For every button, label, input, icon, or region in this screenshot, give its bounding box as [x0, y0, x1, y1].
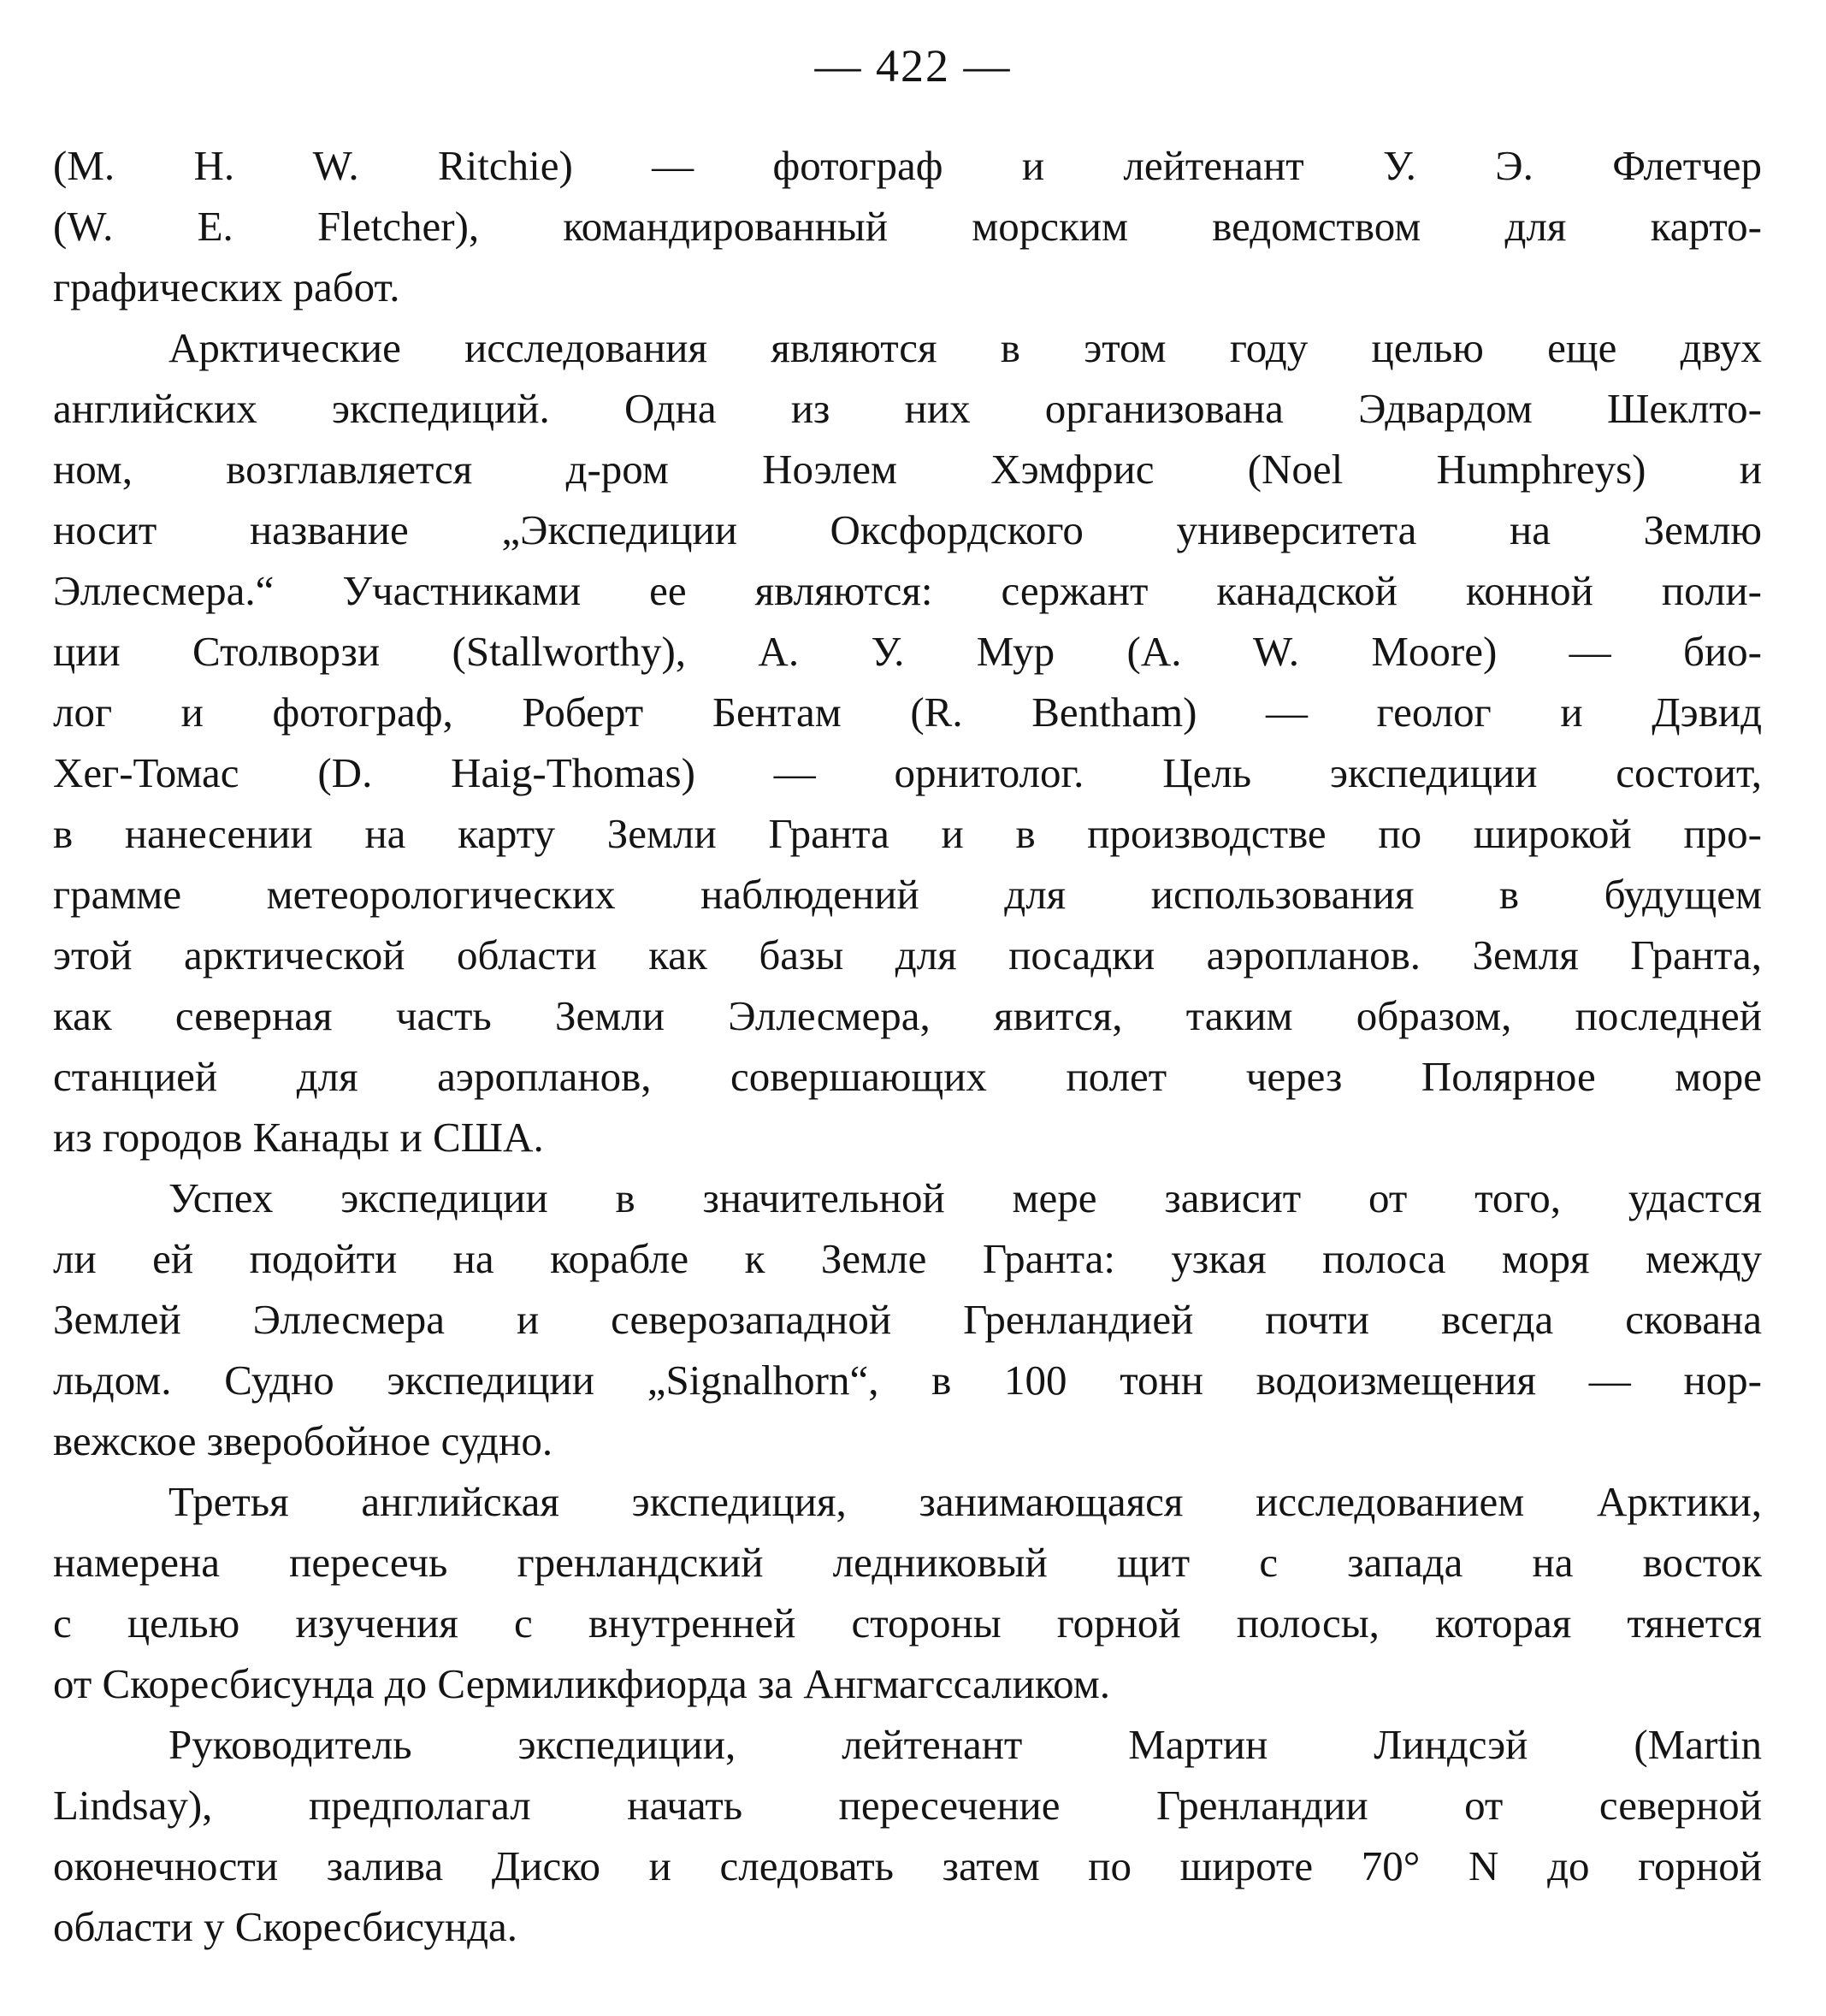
text-line: носит название „Экспедиции Оксфордского университета на Землю — [53, 506, 1762, 553]
text-line: области у Скоресбисунда. — [53, 1903, 518, 1950]
text-line: в нанесении на карту Земли Гранта и в производстве по широкой про- — [53, 810, 1762, 857]
text-line: из городов Канады и США. — [53, 1114, 544, 1161]
text-line: Третья английская экспедиция, занимающаяся исследованием Арктики, — [168, 1478, 1762, 1525]
text-line: Хег-Томас (D. Haig-Thomas) — орнитолог. Цель экспедиции состоит, — [53, 749, 1762, 796]
text-line: как северная часть Земли Эллесмера, явится, таким образом, последней — [53, 992, 1762, 1039]
text-line: намерена пересечь гренландский ледниковый щит с запада на восток — [53, 1539, 1762, 1586]
text-line: лог и фотограф, Роберт Бентам (R. Bentham) — геолог и Дэвид — [53, 689, 1762, 736]
text-line: грамме метеорологических наблюдений для использования в будущем — [53, 871, 1762, 918]
text-line: станцией для аэропланов, совершающих полет через Полярное море — [53, 1053, 1762, 1100]
text-line: ции Столворзи (Stallworthy), А. У. Мур (A. W. Moore) — био- — [53, 628, 1762, 675]
text-line: этой арктической области как базы для посадки аэропланов. Земля Гранта, — [53, 931, 1762, 978]
text-line: ном, возглавляется д-ром Ноэлем Хэмфрис (Noel Humphreys) и — [53, 446, 1762, 493]
text-line: с целью изучения с внутренней стороны горной полосы, которая тянется — [53, 1599, 1762, 1646]
text-line: вежское зверобойное судно. — [53, 1417, 553, 1464]
text-line: Успех экспедиции в значительной мере зависит от того, удастся — [168, 1174, 1762, 1221]
body-text — [53, 135, 1762, 1957]
text-line: Lindsay), предполагал начать пересечение Гренландии от северной — [53, 1782, 1762, 1829]
text-line: от Скоресбисунда до Сермиликфиорда за Ангмагссаликом. — [53, 1660, 1110, 1707]
text-line: оконечности залива Диско и следовать затем по широте 70° N до горной — [53, 1842, 1762, 1889]
text-line: английских экспедиций. Одна из них организована Эдвардом Шеклто- — [53, 385, 1762, 432]
text-line: (W. E. Fletcher), командированный морским ведомством для карто- — [53, 203, 1762, 250]
text-line: (M. H. W. Ritchie) — фотограф и лейтенант У. Э. Флетчер — [53, 142, 1762, 189]
text-line: Землей Эллесмера и северозападной Гренландией почти всегда скована — [53, 1296, 1762, 1343]
text-line: льдом. Судно экспедиции „Signalhorn“, в 100 тонн водоизмещения — нор- — [53, 1357, 1762, 1404]
text-line: Арктические исследования являются в этом году целью еще двух — [168, 324, 1762, 371]
text-line: графических работ. — [53, 263, 400, 310]
page-number: — 422 — — [814, 40, 1012, 92]
text-line: Руководитель экспедиции, лейтенант Мартин Линдсэй (Martin — [168, 1721, 1762, 1768]
text-line: ли ей подойти на корабле к Земле Гранта: узкая полоса моря между — [53, 1235, 1762, 1282]
text-line: Эллесмера.“ Участниками ее являются: сержант канадской конной поли- — [53, 567, 1762, 614]
